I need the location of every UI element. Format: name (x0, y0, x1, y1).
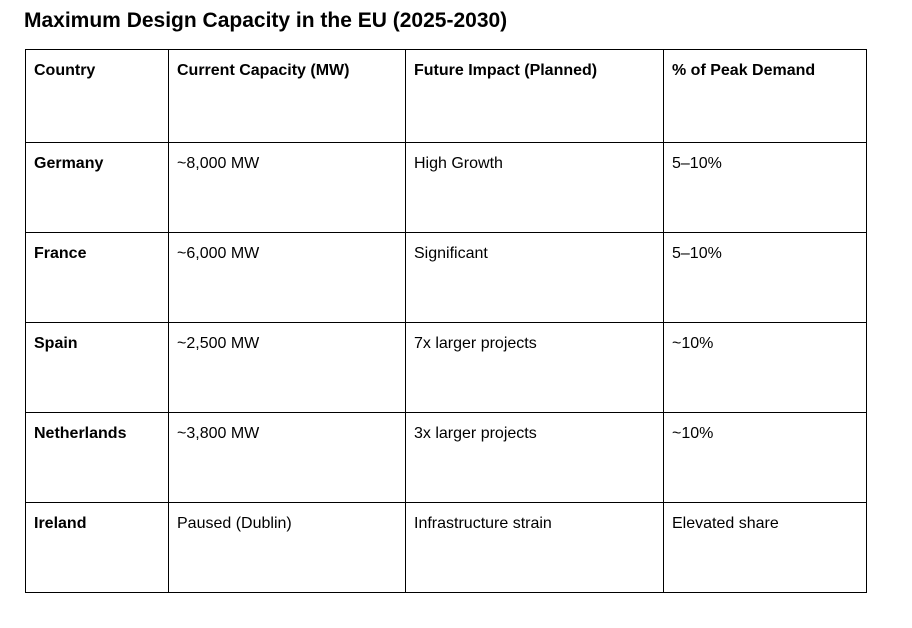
table-row (26, 323, 867, 413)
column-header-capacity: Current Capacity (MW) (169, 50, 406, 143)
cell-capacity: ~2,500 MW (169, 323, 406, 413)
cell-country: Spain (26, 323, 169, 413)
cell-impact: 3x larger projects (406, 413, 664, 503)
cell-peak: ~10% (664, 323, 867, 413)
table-row (26, 413, 867, 503)
table-row (26, 503, 867, 593)
cell-peak: Elevated share (664, 503, 867, 593)
cell-country: Germany (26, 143, 169, 233)
cell-country: France (26, 233, 169, 323)
column-header-peak: % of Peak Demand (664, 50, 867, 143)
cell-country: Ireland (26, 503, 169, 593)
cell-peak: 5–10% (664, 233, 867, 323)
cell-impact: Infrastructure strain (406, 503, 664, 593)
table-row (26, 143, 867, 233)
cell-peak: ~10% (664, 413, 867, 503)
page-title: Maximum Design Capacity in the EU (2025-2030) (24, 9, 508, 32)
column-header-country: Country (26, 50, 169, 143)
cell-capacity: ~8,000 MW (169, 143, 406, 233)
column-header-impact: Future Impact (Planned) (406, 50, 664, 143)
cell-peak: 5–10% (664, 143, 867, 233)
header-row (26, 50, 867, 143)
cell-capacity: Paused (Dublin) (169, 503, 406, 593)
cell-impact: Significant (406, 233, 664, 323)
capacity-table (25, 49, 867, 593)
cell-impact: 7x larger projects (406, 323, 664, 413)
cell-country: Netherlands (26, 413, 169, 503)
cell-capacity: ~6,000 MW (169, 233, 406, 323)
cell-capacity: ~3,800 MW (169, 413, 406, 503)
table-row (26, 233, 867, 323)
cell-impact: High Growth (406, 143, 664, 233)
